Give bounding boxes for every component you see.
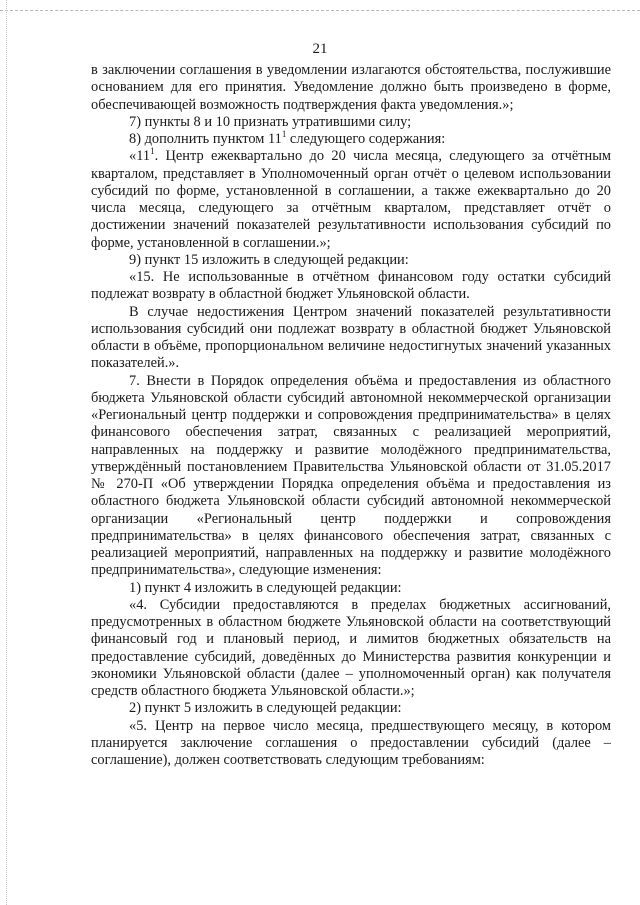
paragraph-12: «5. Центр на первое число месяца, предшествующего месяцу, в котором планируется заключение соглашения о предоставлении субсидий (далее – соглашение), должен соответствовать следующим требованиям: [91, 717, 611, 768]
page-number: 21 [312, 41, 328, 57]
paragraph-7: В случае недостижения Центром значений показателей результативности использования субсидий они подлежат возврату в областной бюджет Ульяновской области в объёме, пропорциональном величине недостигнутых значений указанных показателей.». [91, 303, 611, 372]
paragraph-5: 9) пункт 15 изложить в следующей редакции: [129, 251, 409, 268]
paragraph-3: 8) дополнить пунктом $11^1$ следующего содержания: [129, 129, 446, 147]
paragraph-10: «4. Субсидии предоставляются в пределах бюджетных ассигнований, предусмотренных в областном бюджете Ульяновской области на соответствующий финансовый год и плановый период, и лимитов бюджетных обязательств на предоставление субсидий, доведённых до Министерства развития конкуренции и экономики Ульяновской области (далее – уполномоченный орган) как получателя средств областного бюджета Ульяновской области.»; [91, 596, 611, 699]
paragraph-1: в заключении соглашения в уведомлении излагаются обстоятельства, послужившие основанием для его принятия. Уведомление должно быть произведено в форме, обеспечивающей возможность подтверждения факта уведомления.»; [91, 62, 611, 113]
paragraph-11: 2) пункт 5 изложить в следующей редакции: [129, 700, 402, 717]
paragraph-4: «$11^1$. Центр ежеквартально до 20 числа месяца, следующего за отчётным кварталом, представляет в Уполномоченный орган отчёт о целевом использовании субсидий по форме, установленной в соглашении, а также ежеквартально до 20 числа месяца, следующего за отчётным кварталом, представляет отчёт о достижении значений показателей результативности использования субсидий по форме, установленной в соглашении.»; [91, 146, 611, 251]
scan-edge-left [0, 0, 7, 905]
document-body [91, 62, 611, 769]
paragraph-9: 1) пункт 4 изложить в следующей редакции: [129, 579, 402, 596]
paragraph-6: «15. Не использованные в отчётном финансовом году остатки субсидий подлежат возврату в областной бюджет Ульяновской области. [91, 269, 611, 303]
paragraph-8: 7. Внести в Порядок определения объёма и предоставления из областного бюджета Ульяновской области субсидий автономной некоммерческой организации «Региональный центр поддержки и сопровождения предпринимательства» в целях финансового обеспечения затрат, связанных с реализацией мероприятий, направленных на поддержку и развитие молодёжного предпринимательства, утверждённый постановлением Правительства Ульяновской области от 31.05.2017 № 270-П «Об утверждении Порядка определения объёма и предоставления из областного бюджета Ульяновской области субсидий автономной некоммерческой организации «Региональный центр поддержки и сопровождения предпринимательства» в целях финансового обеспечения затрат, связанных с реализацией мероприятий, направленных на поддержку и развитие молодёжного предпринимательства», следующие изменения: [91, 372, 611, 579]
scan-edge-top [0, 0, 640, 11]
paragraph-2: 7) пункты 8 и 10 признать утратившими силу; [129, 113, 412, 130]
